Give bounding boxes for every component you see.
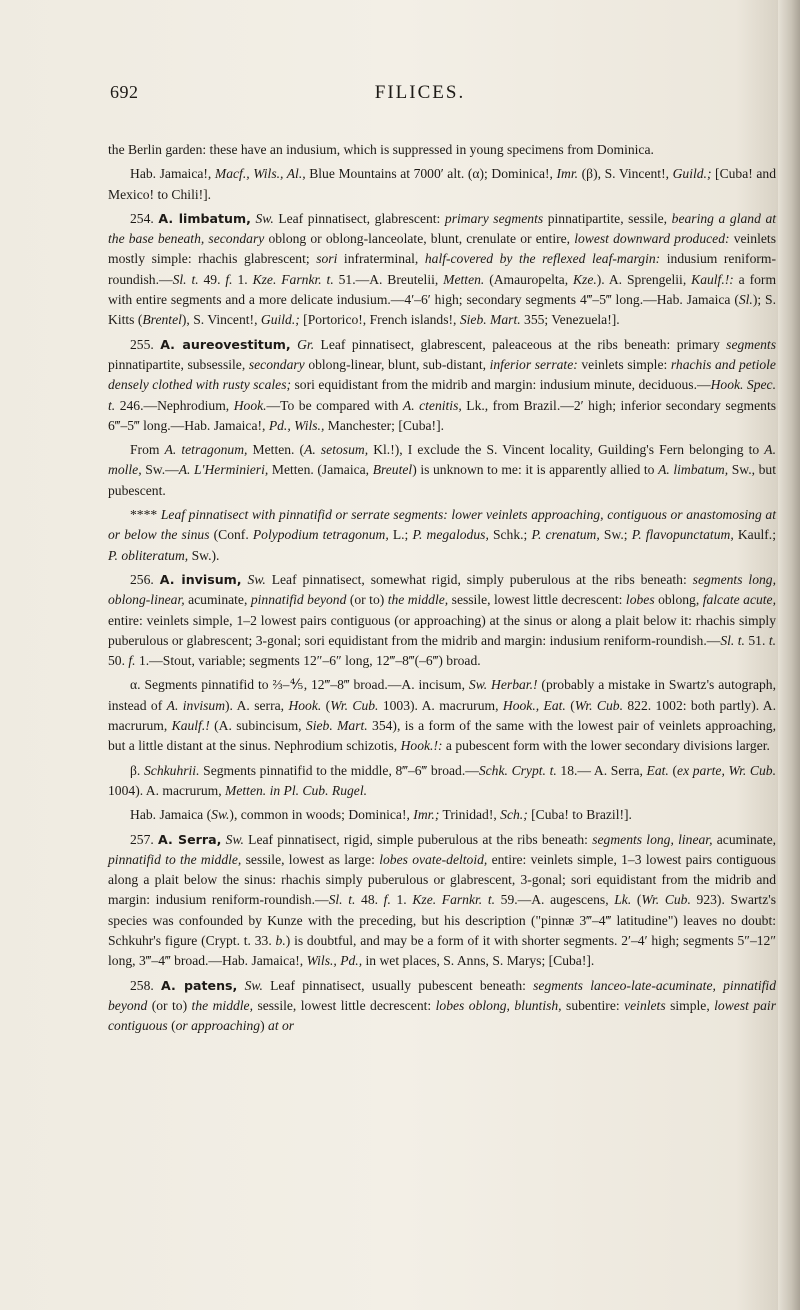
text-run: segments long, oblong-linear, [108,571,776,608]
text-run: Sl. t. [328,892,356,908]
text-run: Kze. Farnkr. t. [412,892,495,908]
text-run: (Amauropelta, [484,271,573,287]
text-run: β. [130,762,144,778]
text-run: Hook. [288,697,322,713]
text-run: [Cuba! to Brazil!]. [527,807,632,823]
text-run: (Conf. [209,527,253,543]
text-run: a form with entire segments and a more delicate indusium.—4′–6′ high; secondary segments 4‴–5‴ long.—Hab. Jamaica ( [108,271,777,308]
text-run: falcate acute, [702,592,776,608]
text-run: ex parte, Wr. Cub. [677,762,776,778]
text-run: —To be compared with [266,397,403,413]
text-run: 51.—A. Breutelii, [333,271,444,287]
text-run: ( [167,1018,176,1034]
text-run: [Portorico!, French islands!, [299,312,460,328]
text-run: Hab. Jamaica ( [130,807,212,823]
text-run: Sw. [244,977,263,993]
text-run: lowest pair contiguous [108,997,776,1034]
text-run: lobes ovate-deltoid, [379,851,488,867]
text-run: Imr.; [413,807,440,823]
text-run: acuminate, [184,592,251,608]
text-run: 256. [130,571,160,587]
text-run: P. flavopunctatum, [631,527,734,543]
running-head: FILICES. [374,82,466,103]
text-run: A. ctenitis, [402,397,462,413]
text-run: Metten. ( [247,442,305,458]
text-run: 246.—Nephrodium, [115,397,234,413]
text-run: Guild.; [672,166,712,182]
text-run: ); S. Kitts ( [108,292,776,328]
text-run: half-covered by the reflexed leaf-margin: [424,251,661,267]
text-run: infraterminal, [337,251,425,267]
text-run: acuminate, [712,831,777,847]
text-run: Sch.; [500,807,528,823]
text-run: Guild.; [260,312,300,328]
text-run: oblong or oblong-lanceolate, blunt, crenulate or entire, [264,231,575,247]
text-run: pinnatipartite, subsessile, [108,356,249,372]
text-run: a pubescent form with the lower secondary divisions larger. [442,738,770,754]
text-run: 1. [232,271,253,287]
text-run: 59.—A. augescens, [495,892,615,908]
text-run: ). A. Sprengelii, [596,271,692,287]
habitat [108,805,776,825]
text-run: Schk.; [488,527,532,543]
text-run: P. megalodus, [412,527,489,543]
text-run: 50. [108,653,129,669]
text-run: Sw. Herbar.! [468,677,538,693]
text-run: f. [225,271,233,287]
text-run: inferior serrate: [489,356,578,372]
text-run: Kaulf.! [171,718,210,734]
text-run: lowest downward produced: [574,231,730,247]
paragraph [108,140,776,160]
text-run: (or to) [147,997,192,1013]
text-run: segments lanceo-late-acuminate, pinnatifid beyond [108,977,776,1013]
text-run: pinnatipartite, sessile, [543,210,672,226]
species-entry-254 [108,209,776,331]
text-run: Schkuhrii. [143,762,200,778]
text-run: Hab. Jamaica!, [130,166,215,182]
text-run: pinnatifid beyond [250,592,347,608]
text-run: primary segments [444,210,544,226]
text-run: A. limbatum, [658,462,729,478]
text-run: Leaf pinnatisect with pinnatifid or serrate segments: lower veinlets approaching, contiguous or anastomosing at or below the sinus [108,507,776,543]
text-run: Imr. [556,166,579,182]
paragraph [108,164,776,205]
text-run: **** [130,507,161,523]
text-run: ) [260,1018,269,1034]
text-run: Metten. (Jamaica, [268,462,373,478]
text-run: (probably a mistake in Swartz's autograph, instead of [108,677,777,713]
body-text [108,140,776,1040]
text-run: sessile, lowest little decrescent: [448,592,626,608]
species-name: A. patens, [161,977,238,993]
text-run: Sw.— [141,462,179,478]
text-run: veinlets mostly simple: rhachis glabrescent; [108,231,776,267]
text-run: Sieb. Mart. [305,718,368,734]
text-run: From [130,442,165,458]
text-run: Kze. [572,271,597,287]
text-run: the Berlin garden: these have an indusium, which is suppressed in young specimens from Dominica. [108,142,654,157]
text-run: 1004). A. macrurum, [108,782,226,798]
text-run: sessile, lowest little decrescent: [253,997,436,1013]
text-run: entire: veinlets simple, 1–3 lowest pairs contiguous along a plait below the sinus: rhachis simply puberulous or glabrescent, 3-gonal; sori equidistant from the midrib and margin: indusium reniform-roundish.— [108,851,776,908]
text-run: t. [768,632,777,648]
text-run: in wet places, S. Anns, S. Marys; [Cuba!]. [362,953,595,969]
species-entry-256 [108,570,776,671]
text-run: ( [321,697,331,713]
text-run: 258. [130,977,162,993]
text-run: Sl. [738,292,753,308]
species-name: A. invisum, [159,571,242,587]
text-run: 354), is a form of the same with the lowest pair of veinlets approaching, but a little distant at the sinus. Nephrodium schizotis, [108,718,776,754]
text-run: Manchester; [Cuba!]. [324,417,444,433]
text-run: 355; Venezuela!]. [520,312,620,328]
text-run: (or to) [346,592,388,608]
text-run: ( [631,892,642,908]
text-run: Hook., Eat. [502,697,566,713]
text-run: Leaf pinnatisect, somewhat rigid, simply puberulous at the ribs beneath: [265,571,693,587]
text-run: Pd., Wils., [268,417,325,433]
text-run: A. invisum [166,697,226,713]
text-run: b. [275,932,286,948]
text-run: f. [383,892,391,908]
text-run: 51. [744,632,769,648]
text-run: Sw., but pubescent. [108,462,776,498]
text-run: rhachis and petiole densely clothed with rusty scales; [108,356,776,393]
text-run: A. molle, [108,442,776,478]
text-run: oblong, [654,592,703,608]
text-run: Hook.!: [400,738,443,754]
text-run: 18.— A. Serra, [556,762,647,778]
variety-beta [108,761,776,802]
species-name: A. limbatum, [158,210,251,226]
text-run: ( [565,697,575,713]
text-run: sessile, lowest as large: [241,851,380,867]
text-run: Sw. [225,831,244,847]
variety-alpha [108,675,776,756]
text-run: α. Segments pinnatifid to ⅔–⅘, 12‴–8‴ broad.—A. incisum, [130,677,469,693]
species-entry-258 [108,976,776,1037]
text-run: Wr. Cub. [641,892,691,908]
text-run: L.; [388,527,413,543]
text-run: sori equidistant from the midrib and margin: indusium minute, deciduous.— [291,377,711,393]
text-run: Sl. t. [720,632,745,648]
text-run: P. crenatum, [531,527,600,543]
text-run: Sw. [255,210,274,226]
text-run: 1. [390,892,413,908]
text-run: Hook. Spec. t. [108,377,776,413]
text-run: ). A. serra, [225,697,289,713]
text-run: Leaf pinnatisect, glabrescent: [273,210,445,226]
group-heading [108,505,776,566]
text-run: ), common in woods; Dominica!, [229,807,414,823]
text-run: Kaulf.; [733,527,776,543]
species-entry-255 [108,335,776,436]
text-run: segments [726,336,776,352]
text-run: 1003). A. macrurum, [378,697,503,713]
text-run: Lk. [614,892,632,908]
page-number: 692 [110,82,139,102]
text-run: Sl. t. [172,271,199,287]
text-run: Kl.!), I exclude the S. Vincent locality, Guilding's Fern belonging to [368,442,765,458]
text-run: Brentel [142,312,182,328]
text-run: Gr. [297,336,315,352]
text-run: Sw.; [599,527,632,543]
text-run: Wr. Cub. [574,697,623,713]
text-run: Blue Mountains at 7000′ alt. (α); Dominica!, [305,166,557,182]
text-run: bearing a gland at the base beneath, secondary [108,210,777,247]
text-run: Metten. in Pl. Cub. Rugel. [225,782,367,798]
text-run: [Cuba! and Mexico! to Chili!]. [108,166,776,202]
text-run: Leaf pinnatisect, usually pubescent beneath: [262,977,534,993]
text-run: (β), S. Vincent!, [578,166,673,182]
text-run: (A. subincisum, [209,718,306,734]
text-run: ), S. Vincent!, [181,312,261,328]
text-run: Kze. Farnkr. t. [252,271,334,287]
text-run: ) is doubtful, and may be a form of it with shorter segments. 2′–4′ high; segments 5″–12″ long, 3‴–4‴ broad.—Hab. Jamaica!, [108,932,777,969]
text-run [237,978,244,993]
text-run: Breutel [372,462,413,478]
text-run: Wils., Pd., [306,953,363,969]
text-run: the middle, [191,997,253,1013]
text-run: A. setosum, [304,442,369,458]
species-name: A. Serra, [158,831,222,847]
text-run: lobes oblong, bluntish, [435,997,562,1013]
text-run: Sw.). [188,547,220,563]
species-name: A. aureovestitum, [160,336,291,352]
text-run: Kaulf.!: [691,271,734,287]
text-run: 255. [130,336,161,352]
text-run: Lk., from Brazil.—2′ high; inferior secondary segments 6‴–5‴ long.—Hab. Jamaica!, [108,397,777,433]
text-run: simple, [665,997,715,1013]
text-run: 1.—Stout, variable; segments 12″–6″ long, 12‴–8‴(–6‴) broad. [135,653,481,669]
text-run: 48. [355,892,384,908]
text-run: f. [128,653,136,669]
text-run: Polypodium tetragonum, [252,527,389,543]
text-run: segments long, linear, [592,831,713,847]
text-run: 254. [130,210,159,226]
text-run: A. tetragonum, [164,442,248,458]
text-run: Sw. [247,571,266,587]
paragraph [108,440,776,501]
text-run: secondary [248,356,305,372]
text-run: 49. [198,271,226,287]
text-run: A. L'Herminieri, [178,462,269,478]
text-run: pinnatifid to the middle, [108,851,242,867]
text-run: Metten. [443,271,485,287]
text-run: Wr. Cub. [330,697,379,713]
text-run: P. obliteratum, [108,547,189,563]
species-entry-257 [108,830,776,972]
text-run: at or [268,1018,295,1034]
text-run: Trinidad!, [439,807,501,823]
text-run: the middle, [387,592,449,608]
text-run: veinlets [624,997,666,1013]
page-header [110,82,730,108]
text-run: 923). Swartz's species was confounded by Kunze with the preceding, but his description ("pinnæ 3‴–4‴ latitudine") leaves no doubt: Schkuhr's figure (Crypt. t. 33. [108,892,776,948]
text-run: Macf., Wils., Al., [214,166,306,182]
text-run: oblong-linear, blunt, sub-distant, [304,356,490,372]
text-run: Schk. Crypt. t. [478,762,557,778]
text-run: Sw. [211,807,230,823]
text-run: lobes [625,592,655,608]
text-run: Sieb. Mart. [459,312,521,328]
text-run: Leaf pinnatisect, rigid, simple puberulous at the ribs beneath: [243,831,593,847]
text-run: ( [668,762,678,778]
text-run: or approaching [175,1018,261,1034]
text-run: 257. [130,831,159,847]
text-run: indusium reniform-roundish.— [108,251,776,287]
text-run: ) is unknown to me: it is apparently allied to [412,462,659,478]
text-run: Hook. [233,397,267,413]
text-run: subentire: [561,997,625,1013]
text-run: entire: veinlets simple, 1–2 lowest pairs contiguous (or approaching) at the sinus or along a plait below it: rhachis simply puberulous or glabrescent; 3-gonal; sori equidistant from the midrib and margin: indusium reniform-roundish.— [108,612,776,648]
text-run: sori [316,251,338,267]
page-spine-shadow [778,0,800,1310]
text-run: Leaf pinnatisect, glabrescent, paleaceous at the ribs beneath: primary [314,336,727,352]
text-run: Segments pinnatifid to the middle, 8‴–6‴ broad.— [199,762,479,778]
text-run: 822. 1002: both partly). A. macrurum, [108,697,776,734]
text-run: Eat. [646,762,669,778]
text-run: veinlets simple: [577,356,671,372]
